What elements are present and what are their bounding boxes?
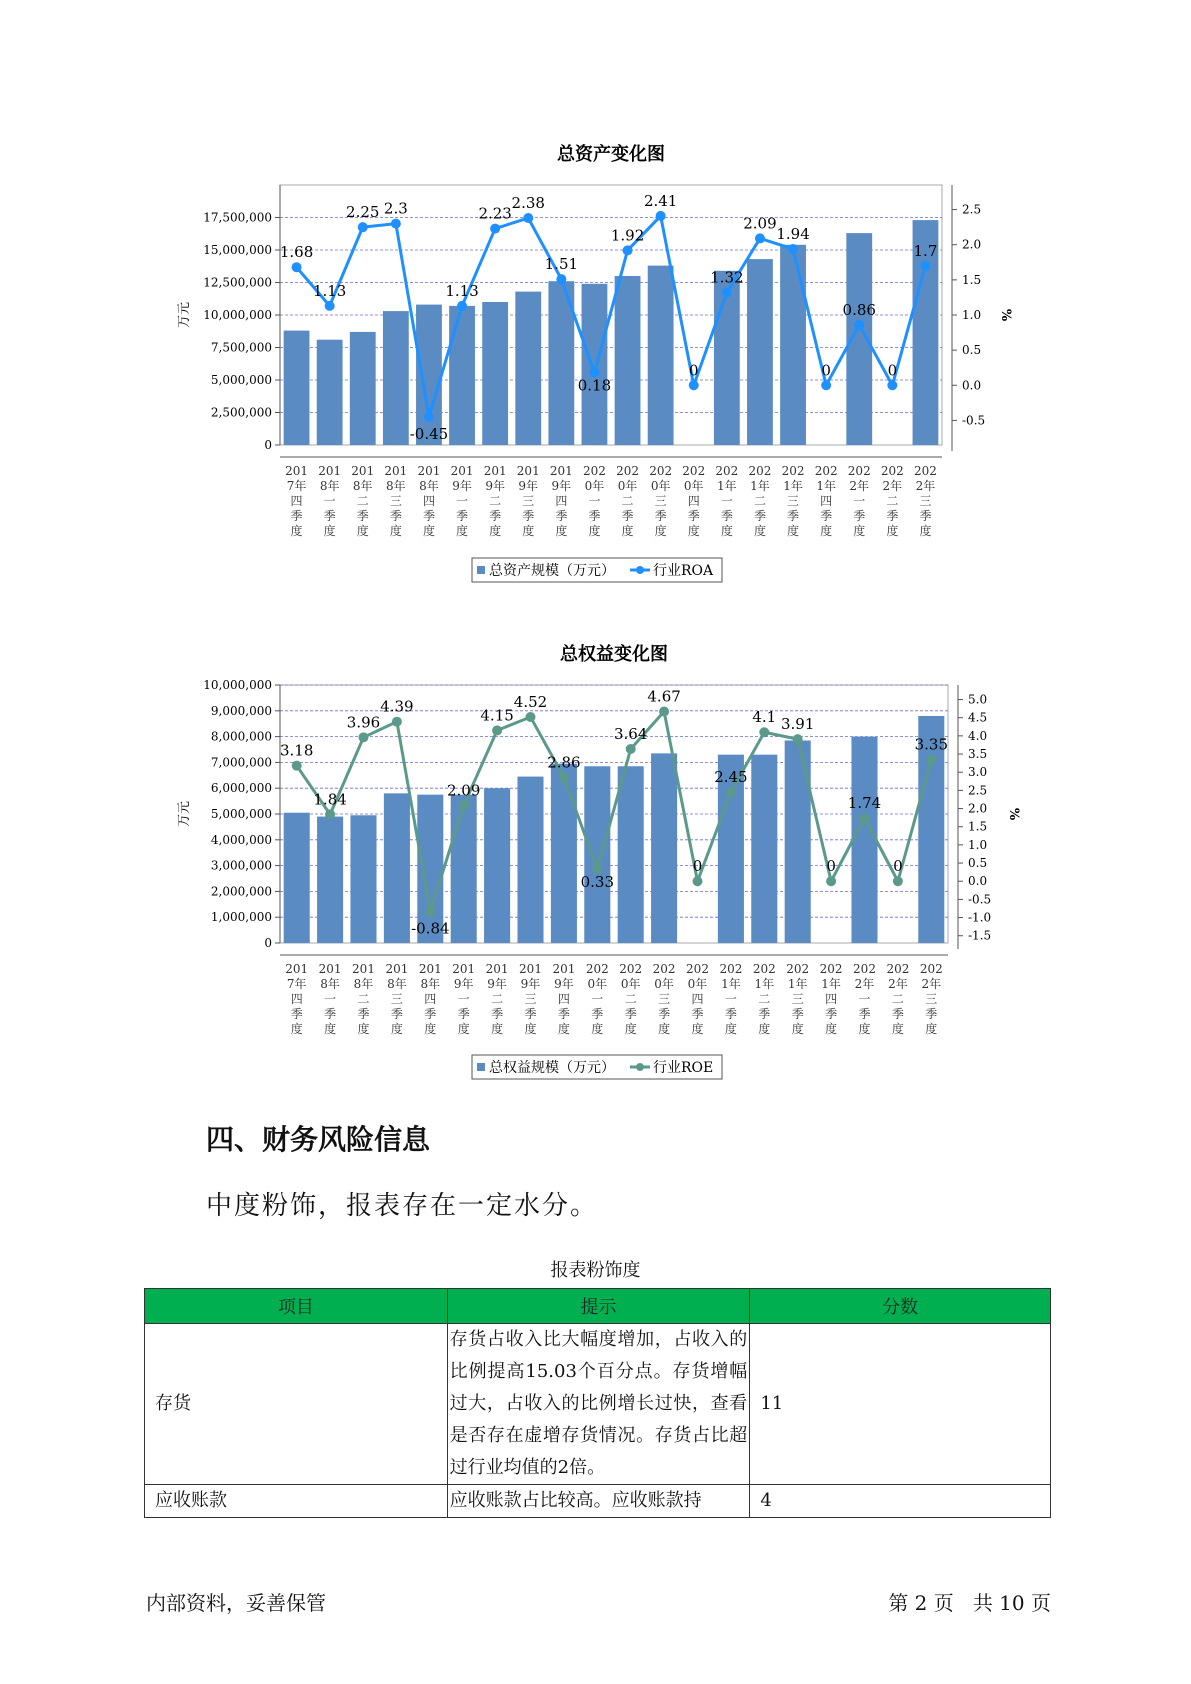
data-label: 3.96: [346, 713, 381, 732]
x-tick-label: 201 7年四季度: [285, 464, 309, 538]
data-point: [887, 380, 897, 390]
data-point: [459, 800, 469, 810]
row-item: 存货: [145, 1324, 448, 1485]
x-tick-label: 201 9年一季度: [452, 962, 476, 1036]
header-score: 分数: [750, 1289, 1051, 1324]
data-point: [526, 712, 536, 722]
x-tick-label: 202 2年一季度: [847, 464, 871, 538]
data-point: [689, 380, 699, 390]
data-label: 2.41: [643, 191, 678, 210]
x-tick-label: 202 0年一季度: [582, 464, 606, 538]
row-score: 4: [750, 1485, 1051, 1518]
y-axis-label: 万元: [177, 800, 192, 828]
x-tick-label: 202 1年二季度: [752, 962, 776, 1036]
data-point: [325, 301, 335, 311]
bar: [651, 753, 677, 943]
data-label: 4.67: [647, 687, 681, 706]
bar: [615, 276, 641, 445]
data-point: [826, 876, 836, 886]
y-tick-label: 8,000,000: [210, 729, 272, 744]
risk-summary: 中度粉饰，报表存在一定水分。: [206, 1191, 599, 1221]
header-tip: 提示: [447, 1289, 750, 1324]
y-tick-label: 6,000,000: [210, 781, 272, 796]
y-tick-label: 1,000,000: [210, 910, 272, 925]
y-tick-label: 15,000,000: [203, 243, 272, 257]
data-label: 1.74: [847, 793, 882, 812]
data-label: 2.25: [346, 203, 380, 222]
y2-tick-label: 2.5: [968, 783, 988, 798]
x-tick-label: 201 9年四季度: [552, 962, 576, 1036]
y-tick-label: 9,000,000: [210, 703, 272, 718]
row-tip: 应收账款占比较高。应收账款持: [447, 1485, 750, 1518]
data-point: [358, 222, 368, 232]
data-label: 3.18: [279, 741, 314, 760]
x-tick-label: 202 2年二季度: [880, 464, 904, 538]
y2-tick-label: 2.0: [968, 801, 988, 816]
x-tick-label: 201 8年二季度: [351, 464, 375, 538]
y-tick-label: 7,000,000: [210, 755, 272, 770]
whitewash-table: [144, 1288, 1051, 1518]
x-tick-label: 202 1年四季度: [819, 962, 843, 1036]
x-tick-label: 201 9年二季度: [485, 962, 509, 1036]
y2-tick-label: 1.5: [962, 272, 982, 287]
bar: [648, 266, 674, 445]
y-tick-label: 2,000,000: [210, 884, 272, 899]
y-axis-label: 万元: [177, 301, 192, 329]
x-tick-label: 201 8年四季度: [418, 962, 442, 1036]
x-tick-label: 202 2年三季度: [919, 962, 943, 1036]
y2-tick-label: 4.5: [968, 710, 988, 725]
x-tick-label: 202 0年二季度: [619, 962, 643, 1036]
data-point: [656, 211, 666, 221]
x-tick-label: 202 1年一季度: [719, 962, 743, 1036]
data-point: [359, 732, 369, 742]
data-label: 3.35: [914, 735, 949, 754]
y2-tick-label: 3.0: [968, 765, 988, 780]
data-point: [292, 761, 302, 771]
data-point: [693, 876, 703, 886]
data-point: [926, 754, 936, 764]
y-tick-label: 17,500,000: [203, 210, 272, 225]
data-point: [292, 262, 302, 272]
bar: [284, 331, 310, 445]
y-tick-label: 0: [264, 936, 272, 950]
y2-tick-label: 0.0: [962, 378, 982, 393]
data-point: [391, 219, 401, 229]
y2-axis-label: %: [1006, 807, 1021, 821]
data-label: 0: [821, 361, 831, 380]
data-label: 1.13: [445, 281, 479, 300]
data-label: 2.23: [478, 204, 512, 223]
y2-tick-label: -1.0: [968, 910, 992, 925]
data-label: 2.38: [511, 194, 545, 213]
data-label: 4.39: [380, 697, 414, 716]
table-header-row: [145, 1289, 1051, 1324]
data-label: 0.18: [577, 376, 612, 395]
data-point: [659, 707, 669, 717]
bar: [350, 815, 376, 943]
x-tick-label: 202 1年四季度: [814, 464, 838, 538]
row-item: 应收账款: [145, 1485, 448, 1518]
total-equity-chart: [0, 625, 1191, 1115]
y-tick-label: 5,000,000: [210, 373, 272, 387]
bar: [551, 764, 577, 943]
y-tick-label: 0: [264, 438, 272, 452]
table-caption: 报表粉饰度: [550, 1260, 641, 1281]
footer-page-number: 第 2 页 共 10 页: [888, 1591, 1051, 1615]
bar: [851, 737, 877, 943]
x-tick-label: 201 7年四季度: [285, 962, 309, 1036]
total-assets-chart: [0, 125, 1191, 615]
data-point: [793, 734, 803, 744]
section-title: 四、财务风险信息: [206, 1123, 431, 1156]
data-point: [759, 727, 769, 737]
y2-tick-label: -0.5: [962, 413, 986, 428]
data-label: 3.91: [780, 715, 815, 734]
x-tick-label: 202 2年二季度: [886, 962, 910, 1036]
bar: [384, 793, 410, 943]
y2-tick-label: 0.5: [968, 856, 988, 871]
y-tick-label: 2,500,000: [210, 405, 272, 420]
x-tick-label: 201 9年四季度: [549, 464, 573, 538]
x-tick-label: 202 2年一季度: [853, 962, 876, 1036]
bar: [751, 755, 777, 943]
bar: [284, 813, 310, 943]
y2-tick-label: 2.0: [962, 237, 982, 252]
bar: [350, 332, 376, 445]
data-label: -0.84: [411, 919, 450, 938]
y2-tick-label: 4.0: [968, 728, 988, 743]
data-label: 4.1: [752, 708, 777, 727]
legend-bar-label: 总权益规模（万元）: [489, 1060, 615, 1076]
bar: [484, 788, 510, 943]
data-label: 1.7: [913, 241, 938, 260]
x-tick-label: 202 1年二季度: [748, 464, 772, 538]
data-point: [626, 744, 636, 754]
data-point: [623, 245, 633, 255]
x-tick-label: 201 8年三季度: [384, 464, 408, 538]
y2-axis-label: %: [998, 308, 1013, 322]
data-point: [523, 213, 533, 223]
bar: [482, 302, 508, 445]
y2-tick-label: 5.0: [968, 692, 988, 707]
data-label: 1.94: [776, 224, 810, 243]
data-point: [425, 907, 435, 917]
x-tick-label: 202 1年三季度: [781, 464, 805, 538]
data-label: 4.52: [513, 692, 548, 711]
data-label: 1.92: [610, 226, 645, 245]
bar: [618, 766, 644, 943]
x-tick-label: 201 9年三季度: [516, 464, 540, 538]
y-tick-label: 4,000,000: [210, 832, 272, 847]
data-label: 1.51: [544, 255, 579, 274]
data-point: [893, 876, 903, 886]
data-point: [457, 301, 467, 311]
y-tick-label: 5,000,000: [210, 807, 272, 821]
data-label: 1.13: [312, 281, 347, 300]
legend-line-marker: [636, 566, 644, 574]
table-row: [145, 1324, 1051, 1485]
bar: [515, 292, 541, 445]
data-label: 0: [826, 857, 836, 876]
chart-title: 总权益变化图: [560, 644, 668, 665]
data-label: 4.15: [480, 706, 514, 725]
row-tip: 存货占收入比大幅度增加，占收入的比例提高15.03个百分点。存货增幅过大，占收入的比例增长过快，查看是否存在虚增存货情况。存货占比超过行业均值的2倍。: [447, 1324, 750, 1485]
bar: [584, 766, 610, 943]
y2-tick-label: 3.5: [968, 747, 988, 762]
bar: [317, 340, 343, 445]
y2-tick-label: 1.0: [962, 308, 982, 322]
x-tick-label: 201 8年二季度: [352, 962, 375, 1036]
row-score: 11: [750, 1324, 1051, 1485]
y2-tick-label: 0.5: [962, 343, 982, 358]
data-point: [492, 725, 502, 735]
data-point: [392, 717, 402, 727]
data-label: -0.45: [409, 424, 449, 443]
data-point: [722, 288, 732, 298]
bar: [451, 795, 477, 943]
x-tick-label: 202 0年二季度: [616, 464, 640, 538]
data-point: [854, 320, 864, 330]
x-tick-label: 202 2年三季度: [913, 464, 937, 538]
x-tick-label: 202 0年三季度: [652, 962, 676, 1036]
y2-tick-label: -1.5: [968, 928, 992, 943]
legend-bar-label: 总资产规模（万元）: [489, 563, 615, 579]
y-tick-label: 10,000,000: [203, 678, 272, 692]
data-label: 2.09: [446, 781, 481, 800]
data-label: 2.45: [714, 768, 748, 787]
header-item: 项目: [145, 1289, 448, 1324]
data-point: [490, 224, 500, 234]
data-point: [424, 412, 434, 422]
legend-line-marker: [636, 1063, 644, 1071]
data-label: 2.3: [383, 199, 408, 218]
y2-tick-label: 0.0: [968, 874, 988, 889]
data-label: 2.86: [547, 753, 581, 772]
data-label: 1.32: [710, 268, 744, 287]
legend-bar-swatch: [477, 1063, 485, 1071]
x-tick-label: 201 8年一季度: [318, 962, 342, 1036]
data-label: 0: [688, 361, 699, 380]
data-point: [788, 244, 798, 254]
bar: [747, 259, 773, 445]
data-point: [726, 787, 736, 797]
data-label: 3.64: [613, 724, 648, 743]
x-tick-label: 202 1年三季度: [786, 962, 810, 1036]
data-label: 1.84: [313, 790, 347, 809]
legend-line-label: 行业ROE: [653, 1060, 714, 1076]
y2-tick-label: 1.5: [968, 819, 988, 834]
x-tick-label: 202 0年一季度: [585, 962, 609, 1036]
bar: [383, 311, 409, 445]
data-label: 0: [887, 361, 898, 380]
x-tick-label: 201 9年三季度: [519, 962, 542, 1036]
data-point: [755, 233, 765, 243]
y-tick-label: 7,500,000: [210, 340, 272, 355]
data-point: [821, 380, 831, 390]
y-tick-label: 12,500,000: [203, 275, 272, 290]
bar: [517, 777, 543, 943]
x-tick-label: 201 9年二季度: [483, 464, 507, 538]
table-row: [145, 1485, 1051, 1518]
bar: [785, 740, 811, 943]
y2-tick-label: 2.5: [962, 202, 982, 217]
data-label: 0: [893, 857, 903, 876]
x-tick-label: 202 1年一季度: [715, 464, 739, 538]
y-tick-label: 3,000,000: [210, 858, 272, 873]
data-label: 0.33: [580, 873, 615, 892]
legend-bar-swatch: [477, 566, 485, 574]
bar: [317, 817, 343, 943]
bar: [582, 284, 608, 445]
x-tick-label: 201 9年一季度: [450, 464, 474, 538]
footer-confidential: 内部资料，妥善保管: [146, 1591, 326, 1615]
bar: [449, 306, 475, 445]
data-label: 0: [692, 857, 703, 876]
bar: [780, 245, 806, 445]
data-point: [556, 274, 566, 284]
chart-title: 总资产变化图: [557, 144, 665, 165]
x-tick-label: 201 8年四季度: [417, 464, 441, 538]
data-label: 2.09: [743, 214, 777, 233]
y2-tick-label: 1.0: [968, 837, 988, 852]
y-tick-label: 10,000,000: [203, 308, 272, 322]
data-point: [920, 261, 930, 271]
x-tick-label: 202 0年三季度: [649, 464, 673, 538]
data-point: [860, 813, 870, 823]
y2-tick-label: -0.5: [968, 892, 992, 907]
data-point: [325, 809, 335, 819]
legend-line-label: 行业ROA: [653, 563, 714, 579]
x-tick-label: 202 0年四季度: [686, 962, 709, 1036]
data-point: [559, 772, 569, 782]
data-label: 0.86: [842, 300, 876, 319]
x-tick-label: 201 8年一季度: [318, 464, 342, 538]
data-label: 1.68: [279, 243, 314, 262]
x-tick-label: 201 8年三季度: [385, 962, 409, 1036]
x-tick-label: 202 0年四季度: [682, 464, 706, 538]
